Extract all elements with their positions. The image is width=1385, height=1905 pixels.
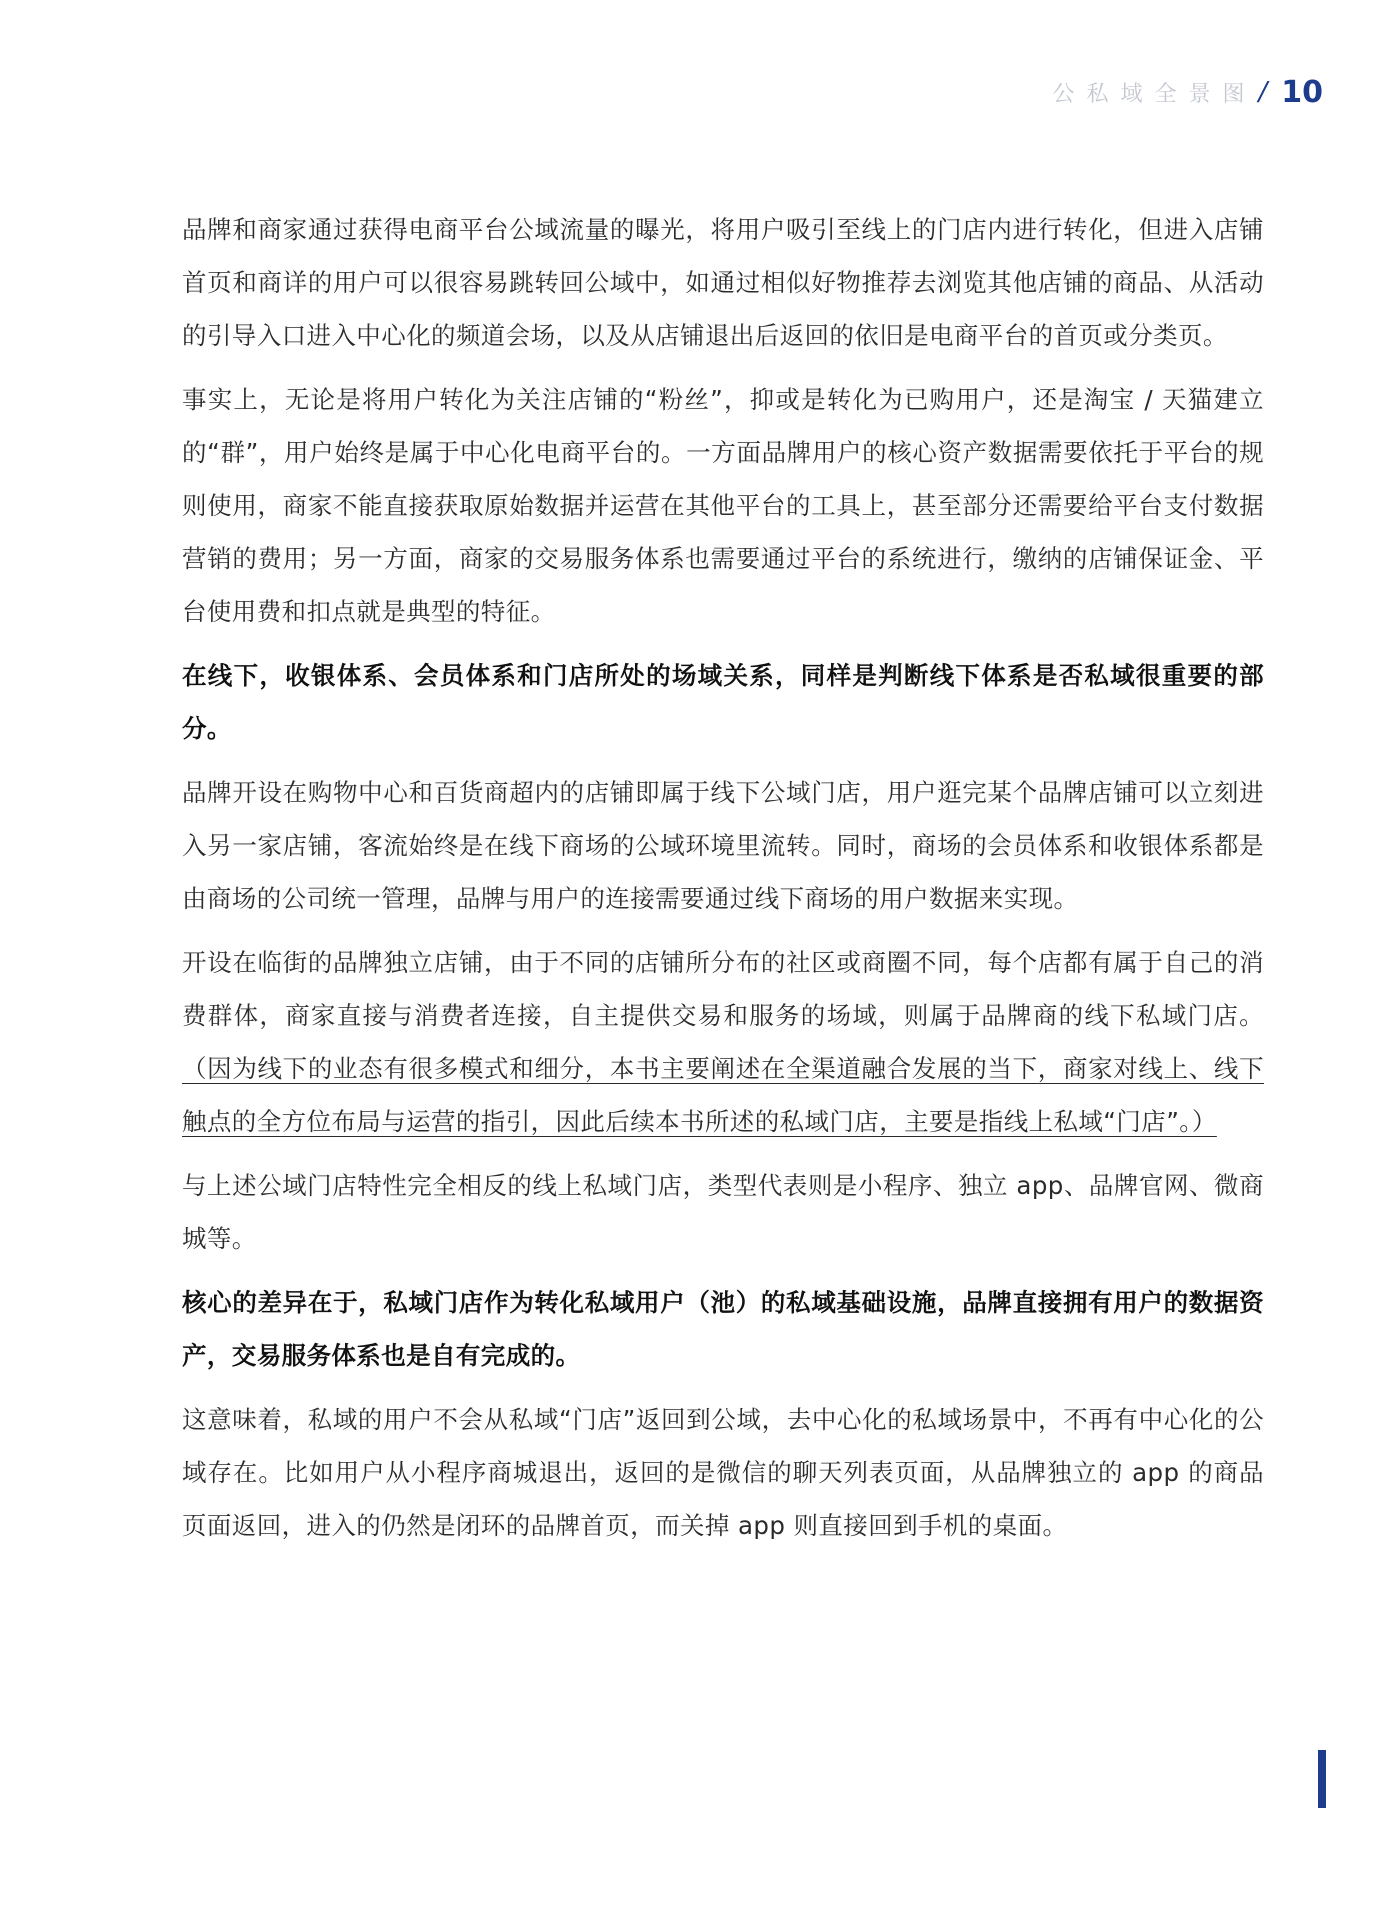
paragraph-8: 这意味着，私域的用户不会从私域“门店”返回到公域，去中心化的私域场景中，不再有中心化的公域存在。比如用户从小程序商城退出，返回的是微信的聊天列表页面，从品牌独立的 app 的商品页面返回，进入的仍然是闭环的品牌首页，而关掉 app 则直接回到手机的桌面。 — [182, 1405, 1264, 1540]
side-accent-bar — [1318, 1750, 1326, 1808]
paragraph-5 — [182, 936, 1264, 1148]
header-separator: / — [1258, 77, 1268, 107]
bold-paragraph-core-difference: 核心的差异在于，私域门店作为转化私域用户（池）的私域基础设施，品牌直接拥有用户的数据资产，交易服务体系也是自有完成的。 — [182, 1288, 1264, 1370]
body-content — [182, 203, 1264, 1563]
paragraph-4: 品牌开设在购物中心和百货商超内的店铺即属于线下公域门店，用户逛完某个品牌店铺可以立刻进入另一家店铺，客流始终是在线下商场的公域环境里流转。同时，商场的会员体系和收银体系都是由商场的公司统一管理，品牌与用户的连接需要通过线下商场的用户数据来实现。 — [182, 778, 1264, 913]
paragraph-1: 品牌和商家通过获得电商平台公域流量的曝光，将用户吸引至线上的门店内进行转化，但进入店铺首页和商详的用户可以很容易跳转回公域中，如通过相似好物推荐去浏览其他店铺的商品、从活动的引导入口进入中心化的频道会场，以及从店铺退出后返回的依旧是电商平台的首页或分类页。 — [182, 215, 1264, 350]
paragraph-2: 事实上，无论是将用户转化为关注店铺的“粉丝”，抑或是转化为已购用户，还是淘宝 / 天猫建立的“群”，用户始终是属于中心化电商平台的。一方面品牌用户的核心资产数据需要依托于平台的规则使用，商家不能直接获取原始数据并运营在其他平台的工具上，甚至部分还需要给平台支付数据营销的费用；另一方面，商家的交易服务体系也需要通过平台的系统进行，缴纳的店铺保证金、平台使用费和扣点就是典型的特征。 — [182, 385, 1264, 626]
section-title: 公私域全景图 — [1052, 81, 1257, 107]
paragraph-5-text: 开设在临街的品牌独立店铺，由于不同的店铺所分布的社区或商圈不同，每个店都有属于自己的消费群体，商家直接与消费者连接，自主提供交易和服务的场域，则属于品牌商的线下私域门店。 — [182, 948, 1264, 1030]
paragraph-6: 与上述公域门店特性完全相反的线上私域门店，类型代表则是小程序、独立 app、品牌官网、微商城等。 — [182, 1171, 1264, 1253]
bold-paragraph-offline: 在线下，收银体系、会员体系和门店所处的场域关系，同样是判断线下体系是否私域很重要的部分。 — [182, 661, 1264, 743]
page-header — [1052, 72, 1323, 112]
page-number: 10 — [1281, 74, 1323, 110]
underlined-note: （因为线下的业态有很多模式和细分，本书主要阐述在全渠道融合发展的当下，商家对线上、线下触点的全方位布局与运营的指引，因此后续本书所述的私域门店，主要是指线上私域“门店”。） — [182, 1054, 1264, 1136]
